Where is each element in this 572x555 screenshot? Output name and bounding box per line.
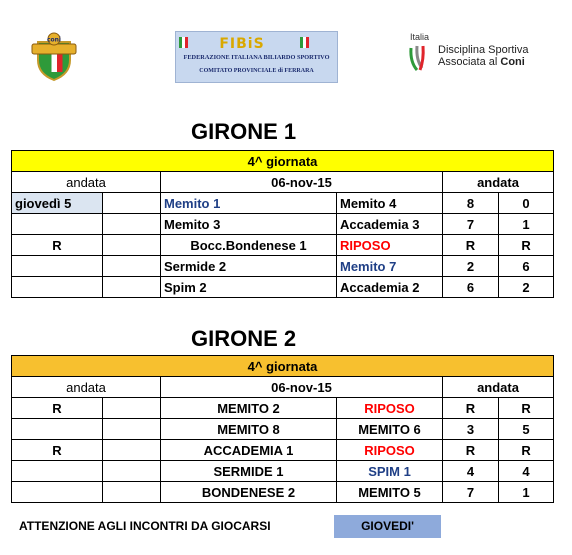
svg-text:coni: coni: [46, 36, 62, 44]
table-row: [12, 277, 554, 298]
table-row: [12, 482, 554, 503]
girone2-right-header: andata: [443, 377, 554, 398]
girone2-row-away: RIPOSO: [337, 440, 443, 461]
fibis-wordmark: FIBiS: [219, 36, 265, 52]
girone2-row-score1: 3: [443, 419, 499, 440]
girone2-left-header: andata: [12, 377, 161, 398]
table-row: [12, 256, 554, 277]
girone1-row-away: RIPOSO: [337, 235, 443, 256]
girone2-row-extra: [103, 398, 161, 419]
coni-line2-bold: Coni: [500, 56, 525, 68]
coni-line2-prefix: Associata al: [438, 56, 501, 68]
girone1-title: GIRONE 1: [191, 119, 297, 144]
fibis-federation-name: FEDERAZIONE ITALIANA BILIARDO SPORTIVO: [183, 54, 330, 61]
girone1-row-home: Memito 3: [161, 214, 337, 235]
italy-flag-icon: [300, 37, 309, 48]
girone2-row-score2: R: [499, 398, 554, 419]
girone2-round: 4^ giornata: [12, 356, 554, 377]
girone1-row-away: Accademia 3: [337, 214, 443, 235]
coni-line1: Disciplina Sportiva: [438, 44, 529, 56]
italy-flag-icon: [179, 37, 188, 48]
girone2-row-away: MEMITO 6: [337, 419, 443, 440]
table-row: [12, 193, 554, 214]
girone1-row-extra: [103, 193, 161, 214]
girone1-row-extra: [103, 214, 161, 235]
girone2-row-extra: [103, 419, 161, 440]
girone2-date: 06-nov-15: [161, 377, 443, 398]
girone1-row-extra: [103, 235, 161, 256]
table-row: [12, 398, 554, 419]
girone1-row-note: R: [12, 235, 103, 256]
girone2-row-home: SERMIDE 1: [161, 461, 337, 482]
table-row: [12, 440, 554, 461]
girone1-row-score2: 2: [499, 277, 554, 298]
girone1-row-home: Memito 1: [161, 193, 337, 214]
girone2-title: GIRONE 2: [191, 326, 297, 351]
girone2-row-away: RIPOSO: [337, 398, 443, 419]
girone1-row-score2: 1: [499, 214, 554, 235]
girone1-row-away: Accademia 2: [337, 277, 443, 298]
girone1-round: 4^ giornata: [12, 151, 554, 172]
girone1-row-note: [12, 214, 103, 235]
girone1-row-score1: 8: [443, 193, 499, 214]
club-logo-icon: [28, 30, 80, 82]
girone1-date: 06-nov-15: [161, 172, 443, 193]
girone1-left-header: andata: [12, 172, 161, 193]
girone1-row-score2: R: [499, 235, 554, 256]
coni-line2: [438, 56, 528, 68]
girone2-row-extra: [103, 440, 161, 461]
girone1-right-header: andata: [443, 172, 554, 193]
girone1-row-score1: R: [443, 235, 499, 256]
girone1-row-note: giovedì 5: [12, 193, 103, 214]
girone2-row-note: [12, 419, 103, 440]
girone2-row-home: MEMITO 8: [161, 419, 337, 440]
girone1-row-note: [12, 277, 103, 298]
girone1-row-away: Memito 4: [337, 193, 443, 214]
girone2-row-score1: R: [443, 398, 499, 419]
table-row: [12, 235, 554, 256]
girone2-row-score1: 7: [443, 482, 499, 503]
girone1-row-home: Sermide 2: [161, 256, 337, 277]
girone1-row-score1: 6: [443, 277, 499, 298]
table-row: [12, 461, 554, 482]
girone2-row-score1: R: [443, 440, 499, 461]
girone1-row-score2: 6: [499, 256, 554, 277]
fibis-committee-name: COMITATO PROVINCIALE di FERRARA: [199, 68, 314, 74]
girone2-row-score1: 4: [443, 461, 499, 482]
girone2-row-score2: 1: [499, 482, 554, 503]
girone2-row-note: R: [12, 440, 103, 461]
girone2-row-away: MEMITO 5: [337, 482, 443, 503]
girone1-row-extra: [103, 277, 161, 298]
girone1-row-extra: [103, 256, 161, 277]
coni-text: [438, 44, 528, 68]
girone2-row-score2: 4: [499, 461, 554, 482]
girone1-round-row: [12, 151, 554, 172]
girone1-row-score1: 7: [443, 214, 499, 235]
girone2-row-extra: [103, 482, 161, 503]
girone2-header-row: [12, 377, 554, 398]
girone1-header-row: [12, 172, 554, 193]
girone1-row-score1: 2: [443, 256, 499, 277]
girone2-row-extra: [103, 461, 161, 482]
girone1-row-home: Spim 2: [161, 277, 337, 298]
girone2-row-note: R: [12, 398, 103, 419]
girone1-row-score2: 0: [499, 193, 554, 214]
footer-day-badge: GIOVEDI': [334, 515, 441, 538]
girone2-row-home: BONDENESE 2: [161, 482, 337, 503]
fibis-logo: [175, 31, 338, 83]
table-row: [12, 214, 554, 235]
girone1-row-home: Bocc.Bondenese 1: [161, 235, 337, 256]
footer-label: ATTENZIONE AGLI INCONTRI DA GIOCARSI: [19, 519, 271, 533]
girone2-table: [11, 355, 554, 503]
girone2-row-home: ACCADEMIA 1: [161, 440, 337, 461]
girone2-row-note: [12, 461, 103, 482]
girone2-row-note: [12, 482, 103, 503]
girone1-table: [11, 150, 554, 298]
girone2-round-row: [12, 356, 554, 377]
girone2-row-score2: R: [499, 440, 554, 461]
table-row: [12, 419, 554, 440]
girone2-row-away: SPIM 1: [337, 461, 443, 482]
girone1-row-note: [12, 256, 103, 277]
girone1-row-away: Memito 7: [337, 256, 443, 277]
coni-italia-label: Italia: [410, 32, 430, 42]
girone2-row-home: MEMITO 2: [161, 398, 337, 419]
girone2-row-score2: 5: [499, 419, 554, 440]
